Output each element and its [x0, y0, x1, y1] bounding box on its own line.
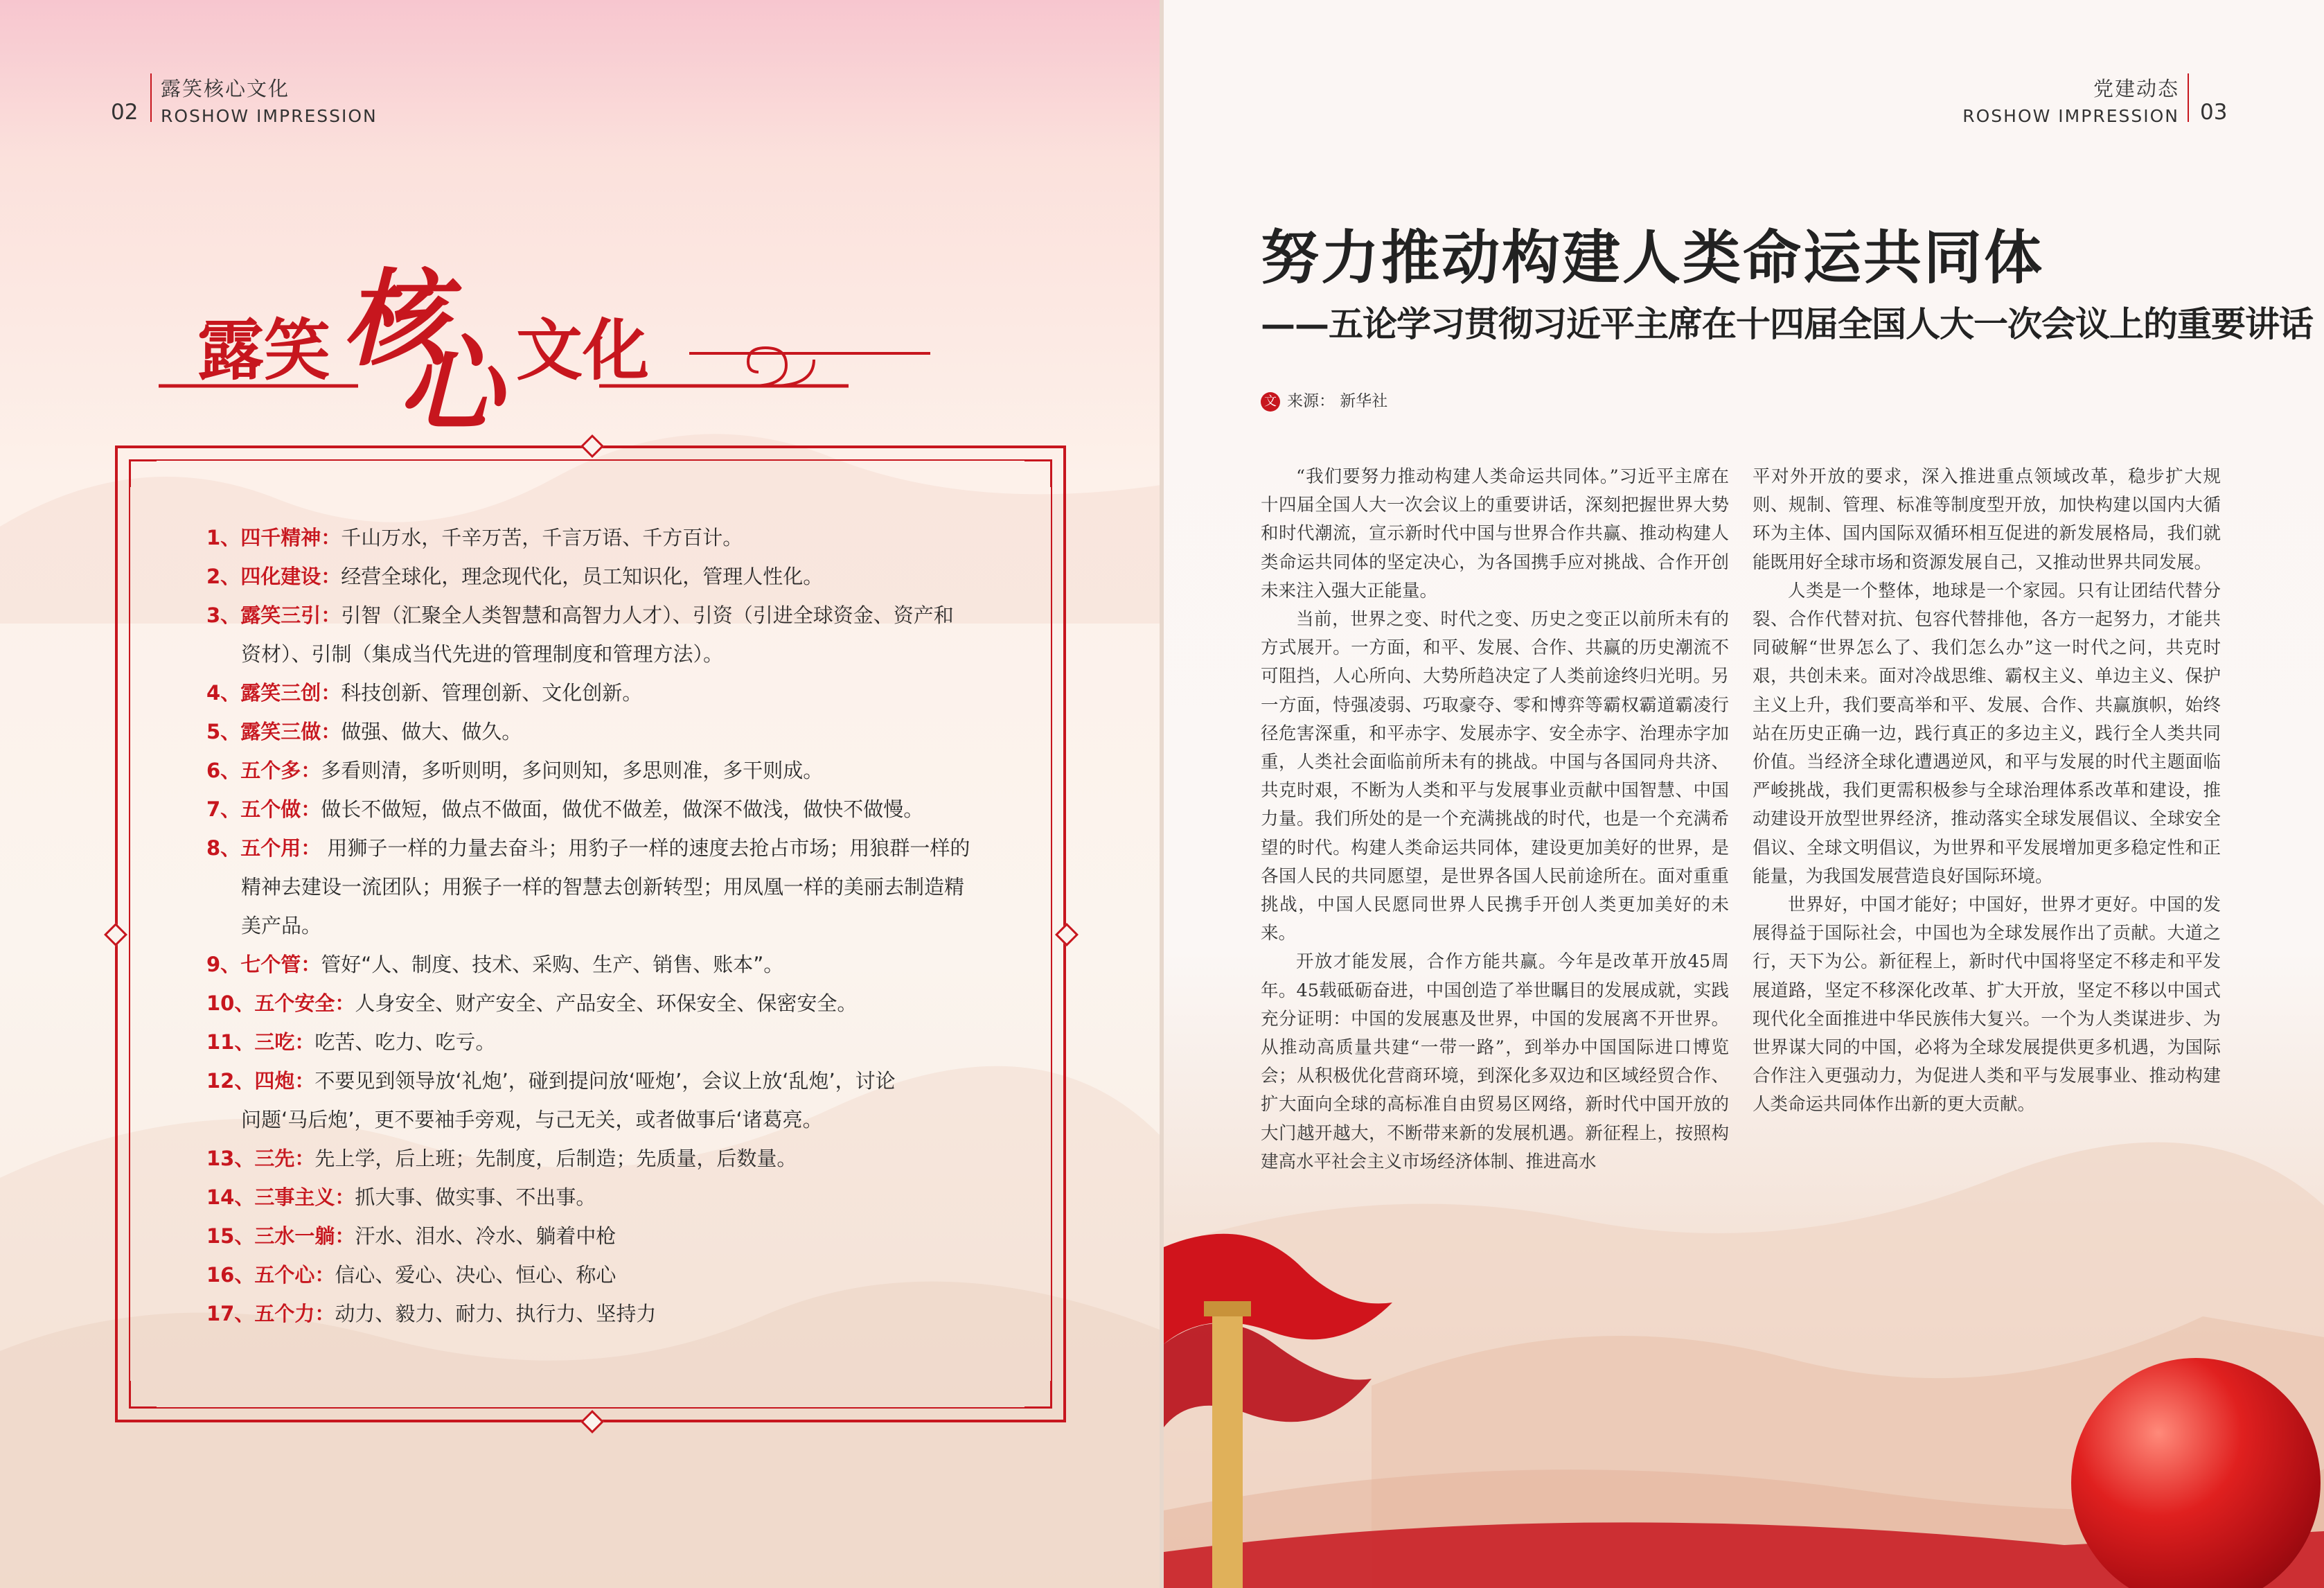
list-item: 10、五个安全：人身安全、财产安全、产品安全、环保安全、保密安全。 [206, 991, 858, 1015]
right-page [1164, 0, 2324, 1588]
list-item: 6、五个多：多看则清，多听则明，多问则知，多思则准，多干则成。 [206, 759, 824, 782]
list-item: 8、五个用： 用狮子一样的力量去奋斗；用豹子一样的速度去抢占市场；用狼群一样的 精神去建设一流团队；用猴子一样的智慧去创新转型；用凤凰一样的美丽去制造精 美产品。 [206, 836, 970, 937]
section-subtitle: ROSHOW IMPRESSION [161, 106, 378, 126]
section-subtitle: ROSHOW IMPRESSION [1962, 106, 2179, 126]
page-number: 02 [111, 100, 139, 125]
paragraph: 开放才能发展，合作方能共赢。今年是改革开放45周年。45载砥砺奋进，中国创造了举世瞩目的发展成就，实践充分证明：中国的发展惠及世界，中国的发展离不开世界。从推动高质量共建“一带一路”，到举办中国国际进口博览会；从积极优化营商环境，到深化多双边和区域经贸合作、扩大面向全球的高标准自由贸易区网络，新时代中国开放的大门越开越大，不断带来新的发展机遇。新征程上，按照构建高水平社会主义市场经济体制、推进高水 [1261, 951, 1729, 1172]
culture-title [156, 249, 932, 446]
list-item: 12、四炮：不要见到领导放‘礼炮’，碰到提问放‘哑炮’，会议上放‘乱炮’，讨论 问题‘马后炮’，更不要袖手旁观，与己无关，或者做事后‘诸葛亮。 [206, 1069, 896, 1131]
title-part-c: 心 [398, 324, 503, 446]
paragraph: 当前，世界之变、时代之变、历史之变正以前所未有的方式展开。一方面，和平、发展、合作、共赢的历史潮流不可阻挡，人心所向、大势所趋决定了人类前途终归光明。另一方面，恃强凌弱、巧取豪夺、零和博弈等霸权霸道霸凌行径危害深重，和平赤字、发展赤字、安全赤字、治理赤字加重，人类社会面临前所未有的挑战。中国与各国同舟共济、共克时艰，不断为人类和平与发展事业贡献中国智慧、中国力量。我们所处的是一个充满挑战的时代，也是一个充满希望的时代。构建人类命运共同体，建设更加美好的世界，是各国人民的共同愿望，是世界各国人民前途所在。面对重重挑战，中国人民愿同世界人民携手开创人类更加美好的未来。 [1261, 609, 1729, 944]
list-item: 17、五个力：动力、毅力、耐力、执行力、坚持力 [206, 1302, 657, 1325]
article-column-2 [1753, 463, 2221, 1120]
list-item: 16、五个心：信心、爱心、决心、恒心、称心 [206, 1263, 617, 1287]
list-item: 9、七个管：管好“人、制度、技术、采购、生产、销售、账本”。 [206, 953, 784, 976]
paragraph: “我们要努力推动构建人类命运共同体。”习近平主席在十四届全国人大一次会议上的重要讲话，深刻把握世界大势和时代潮流，宣示新时代中国与世界合作共赢、推动构建人类命运共同体的坚定决心，为各国携手应对挑战、合作开创未来注入强大正能量。 [1261, 466, 1729, 601]
header-divider [2188, 73, 2189, 122]
article-column-1 [1261, 463, 1729, 1176]
title-part-d: 文化 [516, 312, 649, 389]
paragraph: 人类是一个整体，地球是一个家园。只有让团结代替分裂、合作代替对抗、包容代替排他，各方一起努力，才能共同破解“世界怎么了、我们怎么办”这一时代之问，共克时艰，共创未来。面对冷战思维、霸权主义、单边主义、保护主义上升，我们要高举和平、发展、合作、共赢旗帜，始终站在历史正确一边，践行真正的多边主义，践行全人类共同价值。当经济全球化遭遇逆风，和平与发展的时代主题面临严峻挑战，我们更需积极参与全球治理体系改革和建设，推动建设开放型世界经济，推动落实全球发展倡议、全球安全倡议、全球文明倡议，为世界和平发展增加更多稳定性和正能量，为我国发展营造良好国际环境。 [1753, 580, 2221, 887]
article-subtitle: ——五论学习贯彻习近平主席在十四届全国人大一次会议上的重要讲话 [1261, 303, 2313, 344]
source-text: 来源： 新华社 [1287, 392, 1388, 410]
frame-corner-tl [129, 459, 157, 487]
list-item: 4、露笑三创：科技创新、管理创新、文化创新。 [206, 681, 643, 705]
list-item: 7、五个做：做长不做短，做点不做面，做优不做差，做深不做浅，做快不做慢。 [206, 797, 924, 821]
list-item: 3、露笑三引：引智（汇聚全人类智慧和高智力人才）、引资（引进全球资金、资产和 资材）、引制（集成当代先进的管理制度和管理方法）。 [206, 603, 954, 666]
title-part-a: 露笑 [197, 312, 330, 389]
title-underline-ornament [156, 249, 932, 409]
article-source [1261, 388, 1387, 412]
list-item: 11、三吃：吃苦、吃力、吃亏。 [206, 1030, 496, 1054]
left-page [0, 0, 1161, 1588]
section-title: 党建动态 [2093, 77, 2179, 100]
title-part-b: 核 [343, 258, 447, 380]
culture-list [206, 518, 989, 1333]
frame-corner-tr [1024, 459, 1052, 487]
paragraph: 平对外开放的要求，深入推进重点领域改革，稳步扩大规则、规制、管理、标准等制度型开放，加快构建以国内大循环为主体、国内国际双循环相互促进的新发展格局，我们就能既用好全球市场和资源发展自己，又推动世界共同发展。 [1753, 466, 2221, 573]
source-icon: 文 [1261, 392, 1280, 412]
list-item: 5、露笑三做：做强、做大、做久。 [206, 720, 522, 743]
header-divider [150, 73, 152, 122]
list-item: 1、四千精神：千山万水，千辛万苦，千言万语、千方百计。 [206, 526, 743, 549]
list-item: 13、三先：先上学，后上班；先制度，后制造；先质量，后数量。 [206, 1147, 797, 1170]
flag-pillar-icon [1164, 1219, 1413, 1588]
list-item: 15、三水一躺：汗水、泪水、冷水、躺着中枪 [206, 1224, 617, 1248]
article-title: 努力推动构建人类命运共同体 [1261, 224, 2045, 292]
page-number: 03 [2200, 100, 2228, 125]
frame-corner-br [1024, 1381, 1052, 1409]
list-item: 2、四化建设：经营全球化，理念现代化，员工知识化，管理人性化。 [206, 565, 824, 588]
section-title: 露笑核心文化 [161, 77, 290, 100]
list-item: 14、三事主义：抓大事、做实事、不出事。 [206, 1185, 596, 1209]
frame-corner-bl [129, 1381, 157, 1409]
paragraph: 世界好，中国才能好；中国好，世界才更好。中国的发展得益于国际社会，中国也为全球发展作出了贡献。大道之行，天下为公。新征程上，新时代中国将坚定不移走和平发展道路，坚定不移深化改革、扩大开放，坚定不移以中国式现代化全面推进中华民族伟大复兴。一个为人类谋进步、为世界谋大同的中国，必将为全球发展提供更多机遇，为国际合作注入更强动力，为促进人类和平与发展事业、推动构建人类命运共同体作出新的更大贡献。 [1753, 894, 2221, 1115]
